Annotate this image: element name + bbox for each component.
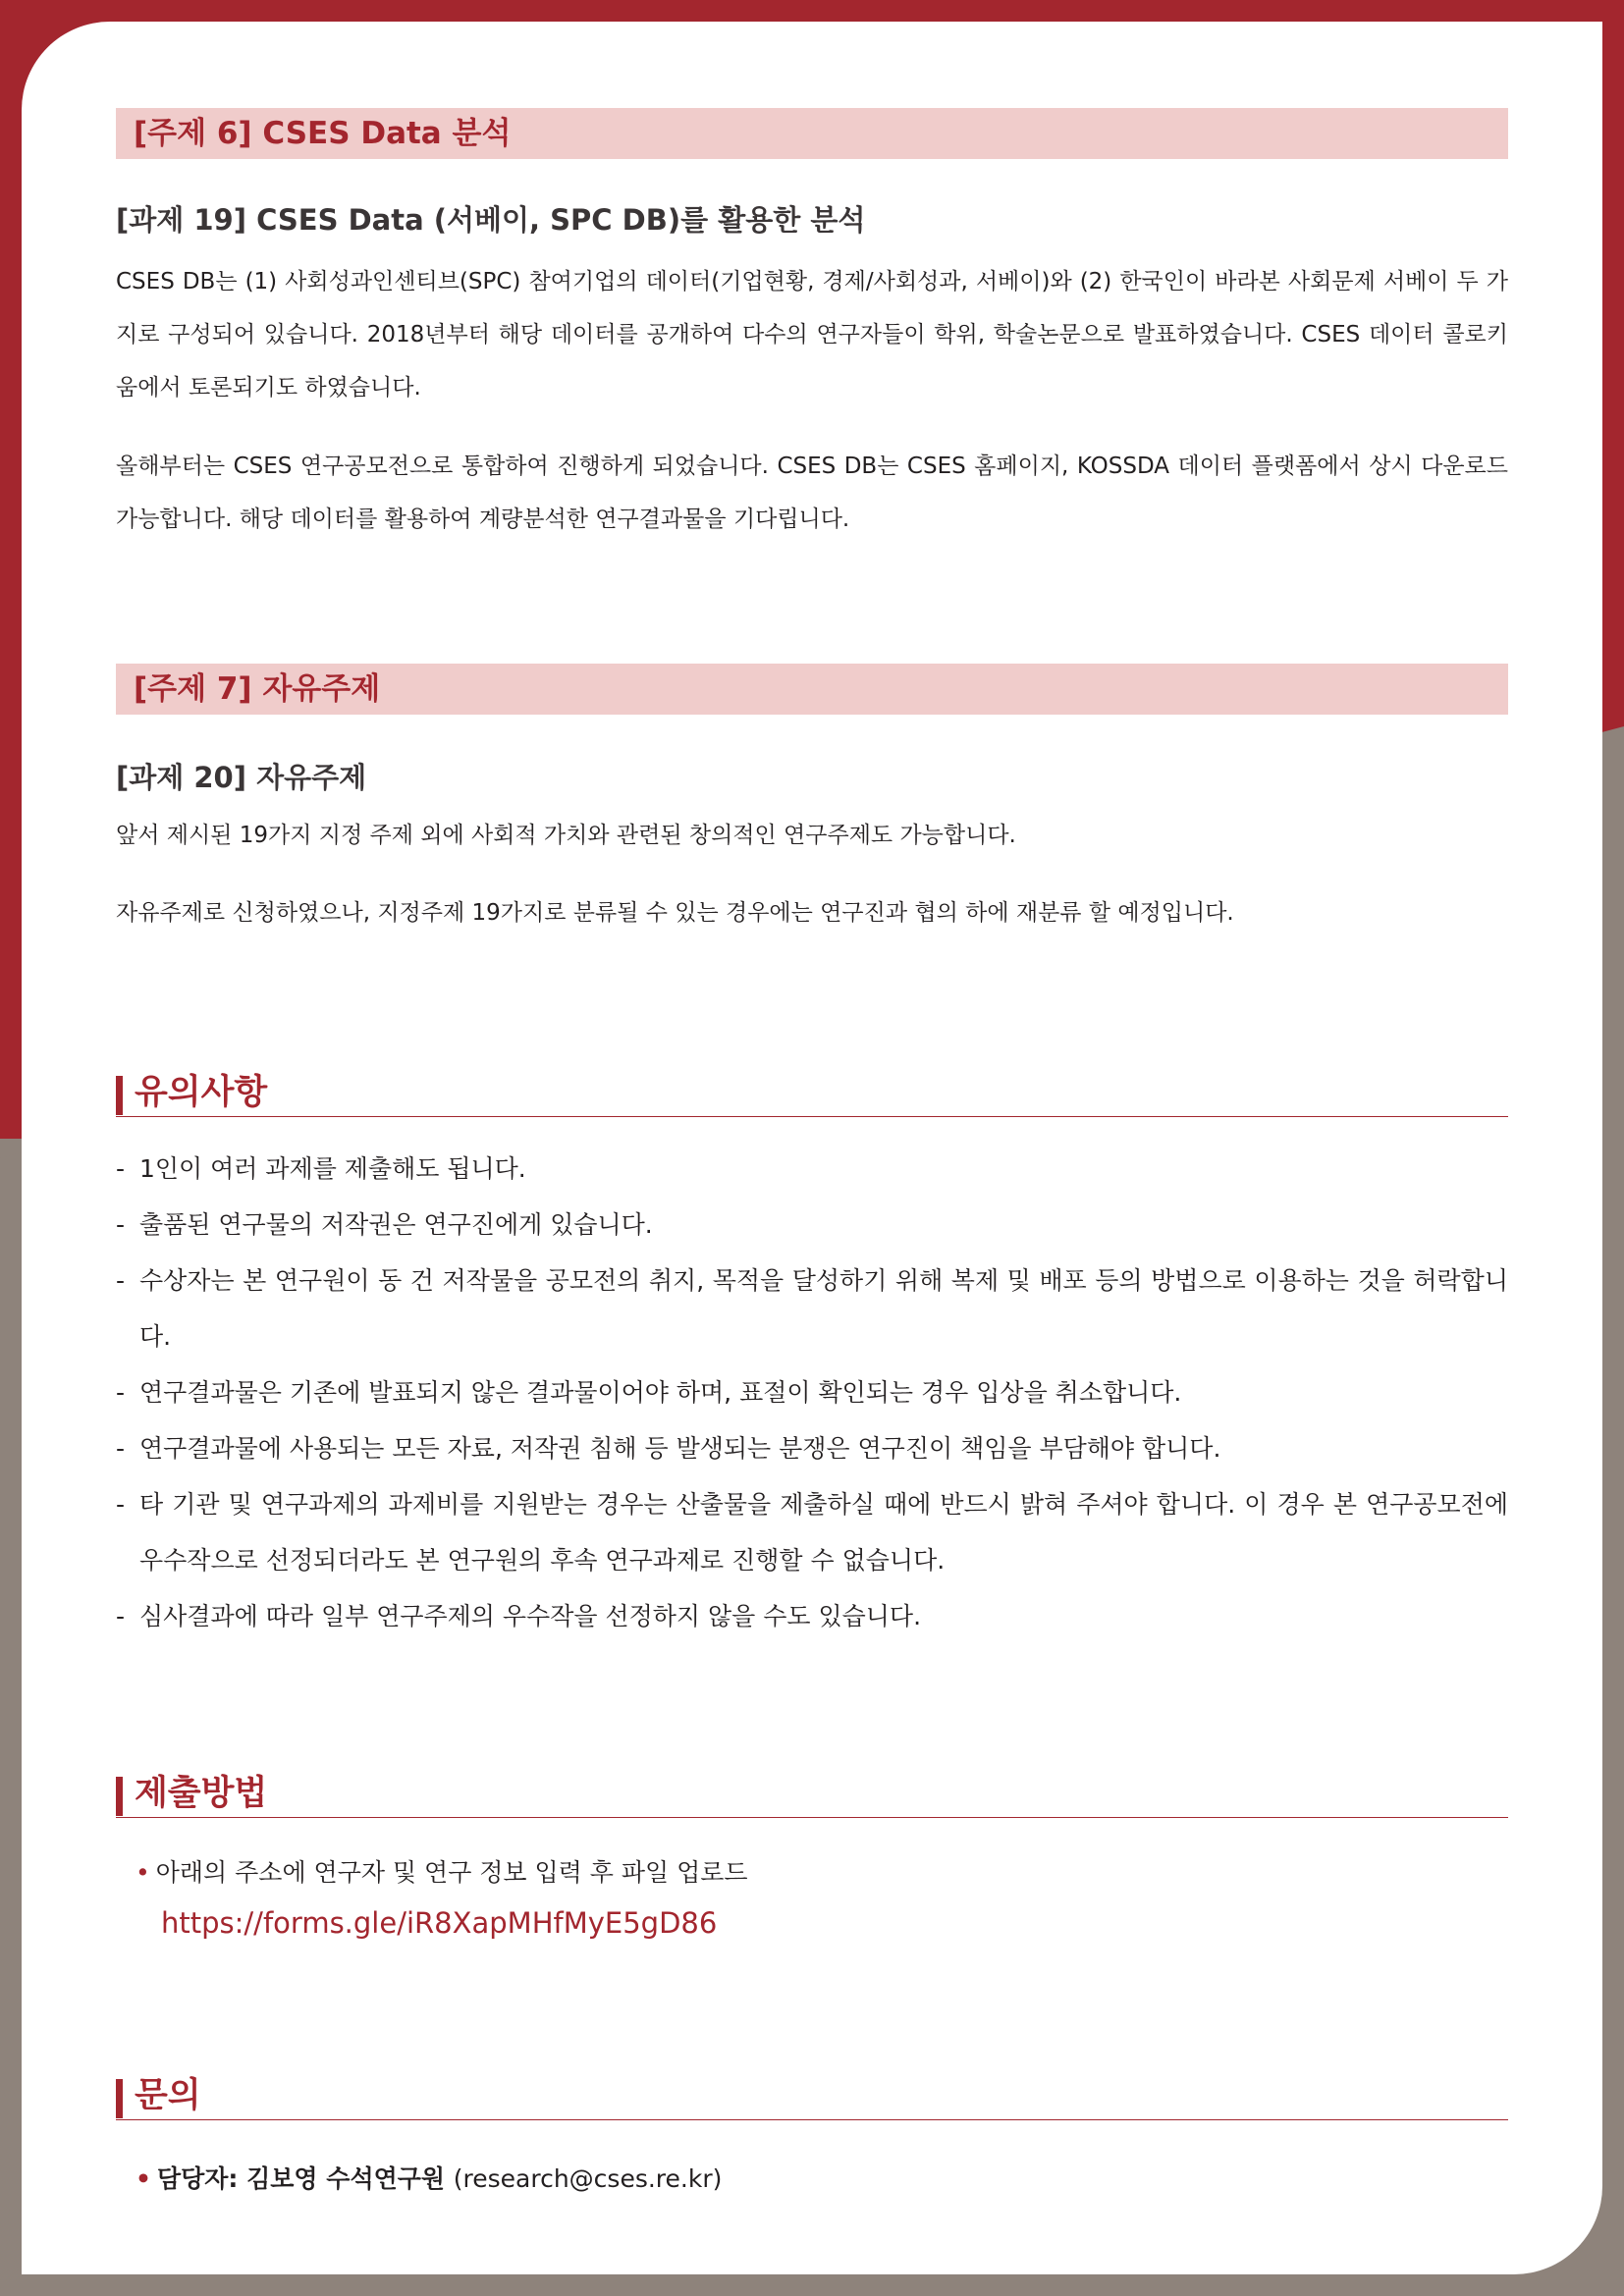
note-item: - 타 기관 및 연구과제의 과제비를 지원받는 경우는 산출물을 제출하실 때에 반드시 밝혀 주셔야 합니다. 이 경우 본 연구공모전에 우수작으로 선정되더라도 본 연구원의 후속 연구과제로 진행할 수 없습니다. (116, 1490, 1508, 1575)
theme7-paragraph-2: 자유주제로 신청하였으나, 지정주제 19가지로 분류될 수 있는 경우에는 연구진과 협의 하에 재분류 할 예정입니다. (116, 900, 1234, 926)
section-bar-icon (116, 1076, 123, 1115)
submit-instruction: • 아래의 주소에 연구자 및 연구 정보 입력 후 파일 업로드 (135, 1858, 748, 1887)
note-item: - 출품된 연구물의 저작권은 연구진에게 있습니다. (116, 1210, 653, 1239)
inquiry-section-header (116, 2073, 1508, 2120)
task20-title: [과제 20] 자유주제 (116, 761, 367, 794)
notes-list (116, 1141, 1508, 1644)
submit-heading: 제출방법 (135, 1774, 268, 1813)
note-item: - 심사결과에 따라 일부 연구주제의 우수작을 선정하지 않을 수도 있습니다. (116, 1602, 922, 1630)
theme7-heading: [주제 7] 자유주제 (116, 664, 1508, 715)
section-bar-icon (116, 1777, 123, 1816)
bullet-icon: • (135, 2164, 151, 2193)
bullet-icon: • (135, 1858, 150, 1887)
section-bar-icon (116, 2079, 123, 2118)
theme7-paragraph-1: 앞서 제시된 19가지 지정 주제 외에 사회적 가치와 관련된 창의적인 연구주제도 가능합니다. (116, 823, 1016, 848)
contact-line: • 담당자: 김보영 수석연구원 (research@cses.re.kr) (135, 2164, 723, 2193)
note-item: - 수상자는 본 연구원이 동 건 저작물을 공모전의 취지, 목적을 달성하기 위해 복제 및 배포 등의 방법으로 이용하는 것을 허락합니다. (116, 1266, 1508, 1351)
notes-heading: 유의사항 (135, 1073, 268, 1112)
note-item: - 1인이 여러 과제를 제출해도 됩니다. (116, 1154, 526, 1183)
task19-title: [과제 19] CSES Data (서베이, SPC DB)를 활용한 분석 (116, 203, 866, 237)
note-item: - 연구결과물에 사용되는 모든 자료, 저작권 침해 등 발생되는 분쟁은 연구진이 책임을 부담해야 합니다. (116, 1434, 1221, 1463)
submit-form-link[interactable]: https://forms.gle/iR8XapMHfMyE5gD86 (161, 1906, 718, 1940)
submit-section-header (116, 1771, 1508, 1818)
theme6-paragraph-2: 올해부터는 CSES 연구공모전으로 통합하여 진행하게 되었습니다. CSES DB는 CSES 홈페이지, KOSSDA 데이터 플랫폼에서 상시 다운로드 가능합니다. 해당 데이터를 활용하여 계량분석한 연구결과물을 기다립니다. (116, 454, 1508, 532)
theme6-paragraph-1: CSES DB는 (1) 사회성과인센티브(SPC) 참여기업의 데이터(기업현황, 경제/사회성과, 서베이)와 (2) 한국인이 바라본 사회문제 서베이 두 가지로 구성되어 있습니다. 2018년부터 해당 데이터를 공개하여 다수의 연구자들이 학위, 학술논문으로 발표하였습니다. CSES 데이터 콜로키움에서 토론되기도 하였습니다. (116, 269, 1508, 400)
notes-section-header (116, 1070, 1508, 1117)
theme6-heading: [주제 6] CSES Data 분석 (116, 108, 1508, 159)
contact-email[interactable]: (research@cses.re.kr) (453, 2164, 723, 2193)
note-item: - 연구결과물은 기존에 발표되지 않은 결과물이어야 하며, 표절이 확인되는 경우 입상을 취소합니다. (116, 1378, 1182, 1407)
inquiry-heading: 문의 (135, 2076, 201, 2115)
